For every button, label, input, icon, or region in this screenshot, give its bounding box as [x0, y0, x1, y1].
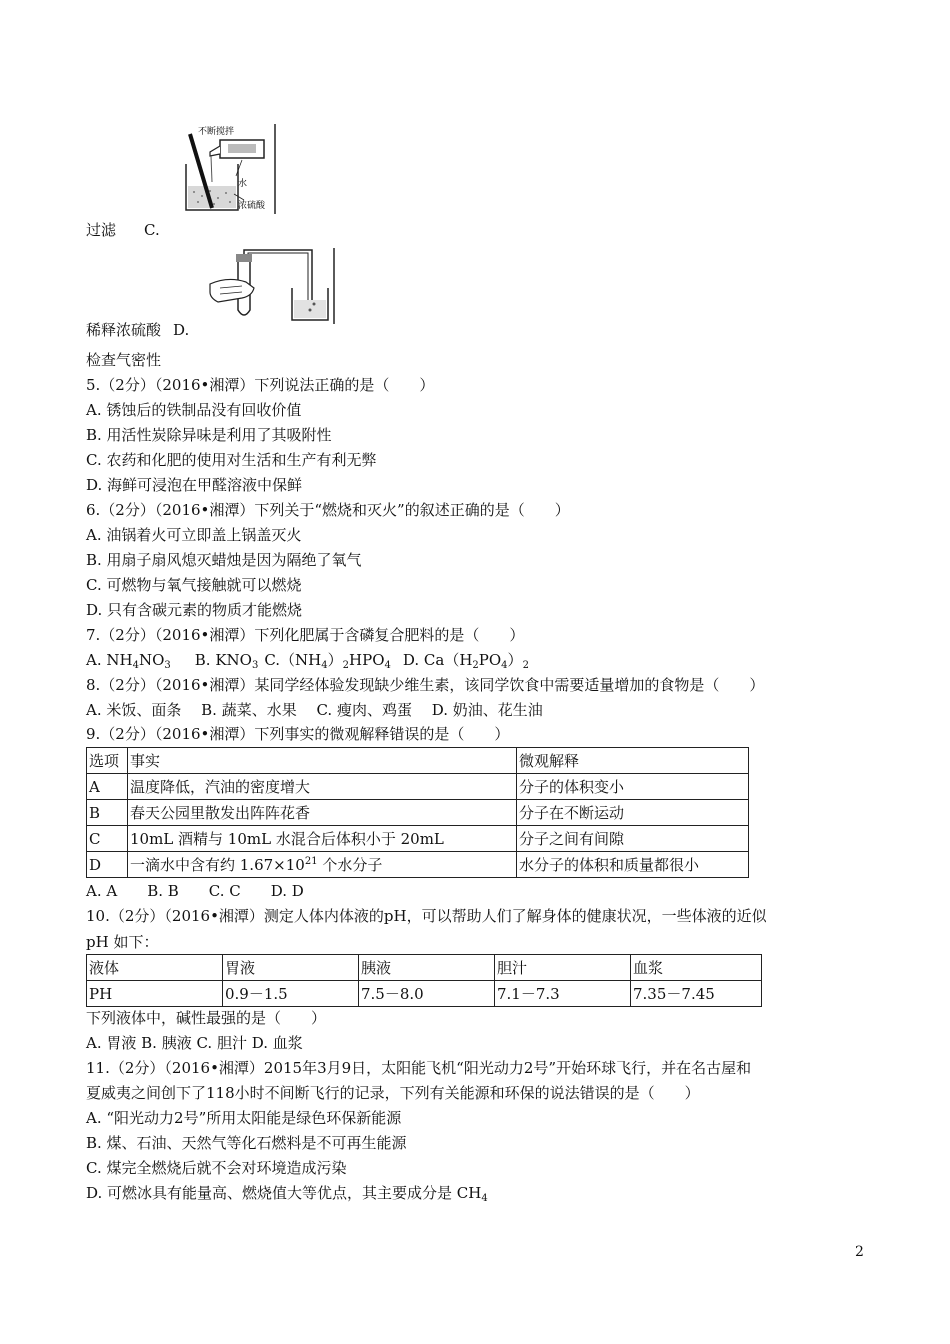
table-row [87, 800, 749, 826]
line-filter-c [86, 220, 160, 240]
q7-option-c: $C.(NH_4)_2HPO_4$ [264, 651, 391, 671]
header-cell: 微观解释 [517, 748, 749, 774]
table-cell: 7.5－8.0 [359, 981, 495, 1007]
table-cell: 0.9－1.5 [223, 981, 359, 1007]
airtightness-figure [208, 248, 336, 324]
header-cell: 事实 [128, 748, 517, 774]
q8-stem: 8.（2分）（2016•湘潭）某同学经体验发现缺少维生素，该同学饮食中需要适量增加的食物是（ ） [86, 676, 765, 694]
header-cell: 胃液 [223, 955, 359, 981]
header-cell: 胆汁 [495, 955, 631, 981]
table-row [87, 774, 749, 800]
q6-option-a: A. 油锅着火可立即盖上锅盖灭火 [86, 526, 302, 544]
q9-stem: 9.（2分）（2016•湘潭）下列事实的微观解释错误的是（ ） [86, 725, 510, 743]
acid-label: 浓硫酸 [238, 201, 266, 211]
table-cell: 7.1－7.3 [495, 981, 631, 1007]
table-cell: 分子的体积变小 [517, 774, 749, 800]
q7-option-b: B. $KNO_3$ [194, 651, 259, 671]
q7-option-d: D. $Ca(H_2PO_4)_2$ [402, 651, 529, 671]
header-cell: 选项 [87, 748, 128, 774]
q11-option-a: A. “阳光动力2号”所用太阳能是绿色环保新能源 [86, 1109, 402, 1127]
table-cell: 水分子的体积和质量都很小 [517, 852, 749, 878]
text-filter: 过滤 [86, 221, 117, 239]
q6-stem: 6.（2分）（2016•湘潭）下列关于“燃烧和灭火”的叙述正确的是（ ） [86, 501, 570, 519]
page-number: 2 [855, 1244, 864, 1260]
airtightness-illustration [208, 248, 336, 324]
q7-option-a: A. $NH_4NO_3$ [86, 651, 171, 671]
header-cell: 液体 [87, 955, 223, 981]
q5-option-c: C. 农药和化肥的使用对生活和生产有利无弊 [86, 451, 377, 469]
table-row [87, 981, 762, 1007]
dilution-figure [178, 124, 276, 214]
q5-option-b: B. 用活性炭除异味是利用了其吸附性 [86, 426, 332, 444]
q6-option-d: D. 只有含碳元素的物质才能燃烧 [86, 601, 303, 619]
table-cell: A [87, 774, 128, 800]
table-cell: 7.35－7.45 [631, 981, 762, 1007]
table-cell: 春天公园里散发出阵阵花香 [128, 800, 517, 826]
line-airtight: 检查气密性 [86, 351, 162, 369]
q10-question: 下列液体中，碱性最强的是（ ） [86, 1009, 327, 1027]
table-cell: B [87, 800, 128, 826]
q10-stem-line2: pH 如下： [86, 933, 159, 951]
q11-stem-line2: 夏威夷之间创下了118小时不间断飞行的记录，下列有关能源和环保的说法错误的是（ ） [86, 1084, 700, 1102]
table-row [87, 826, 749, 852]
q9-options: A. A B. B C. C D. D [86, 882, 304, 900]
q5-option-d: D. 海鲜可浸泡在甲醛溶液中保鲜 [86, 476, 303, 494]
q7-stem: 7.（2分）（2016•湘潭）下列化肥属于含磷复合肥料的是（ ） [86, 626, 525, 644]
q11-option-b: B. 煤、石油、天然气等化石燃料是不可再生能源 [86, 1134, 407, 1152]
stir-label: 不断搅拌 [198, 127, 235, 137]
q11-option-d: D. 可燃冰具有能量高、燃烧值大等优点，其主要成分是 $CH_4$ [86, 1184, 488, 1204]
q6-option-c: C. 可燃物与氧气接触就可以燃烧 [86, 576, 302, 594]
table-row [87, 852, 749, 878]
label-c: C. [144, 221, 160, 239]
table-cell: PH [87, 981, 223, 1007]
table-cell: 温度降低，汽油的密度增大 [128, 774, 517, 800]
text-dilute: 稀释浓硫酸 [86, 321, 162, 339]
dilution-illustration [178, 124, 276, 214]
q7-options [86, 650, 529, 676]
table-cell: 分子之间有间隙 [517, 826, 749, 852]
q5-stem: 5.（2分）（2016•湘潭）下列说法正确的是（ ） [86, 376, 435, 394]
table-row [87, 748, 749, 774]
line-dilute-d [86, 320, 189, 340]
q10-options: A. 胃液 B. 胰液 C. 胆汁 D. 血浆 [86, 1034, 303, 1052]
table-row [87, 955, 762, 981]
header-cell: 血浆 [631, 955, 762, 981]
q6-option-b: B. 用扇子扇风熄灭蜡烛是因为隔绝了氧气 [86, 551, 362, 569]
label-d: D. [173, 321, 190, 339]
q11-stem-line1: 11.（2分）（2016•湘潭）2015年3月9日，太阳能飞机“阳光动力2号”开始环球飞行，并在名古屋和 [86, 1059, 752, 1077]
table-cell: 10mL 酒精与 10mL 水混合后体积小于 20mL [128, 826, 517, 852]
q5-option-a: A. 锈蚀后的铁制品没有回收价值 [86, 401, 302, 419]
q10-table [86, 954, 762, 1007]
q10-stem-line1: 10.（2分）（2016•湘潭）测定人体内体液的pH，可以帮助人们了解身体的健康状况，一些体液的近似 [86, 907, 767, 925]
q9-table [86, 747, 749, 878]
header-cell: 胰液 [359, 955, 495, 981]
table-cell: 分子在不断运动 [517, 800, 749, 826]
q8-options: A. 米饭、面条 B. 蔬菜、水果 C. 瘦肉、鸡蛋 D. 奶油、花生油 [86, 701, 543, 719]
table-cell: D [87, 852, 128, 878]
table-cell: C [87, 826, 128, 852]
water-label: 水 [238, 179, 248, 189]
table-cell: 一滴水中含有约 $1.67\times 10^{21}$ 个水分子 [128, 852, 517, 878]
q11-option-c: C. 煤完全燃烧后就不会对环境造成污染 [86, 1159, 347, 1177]
